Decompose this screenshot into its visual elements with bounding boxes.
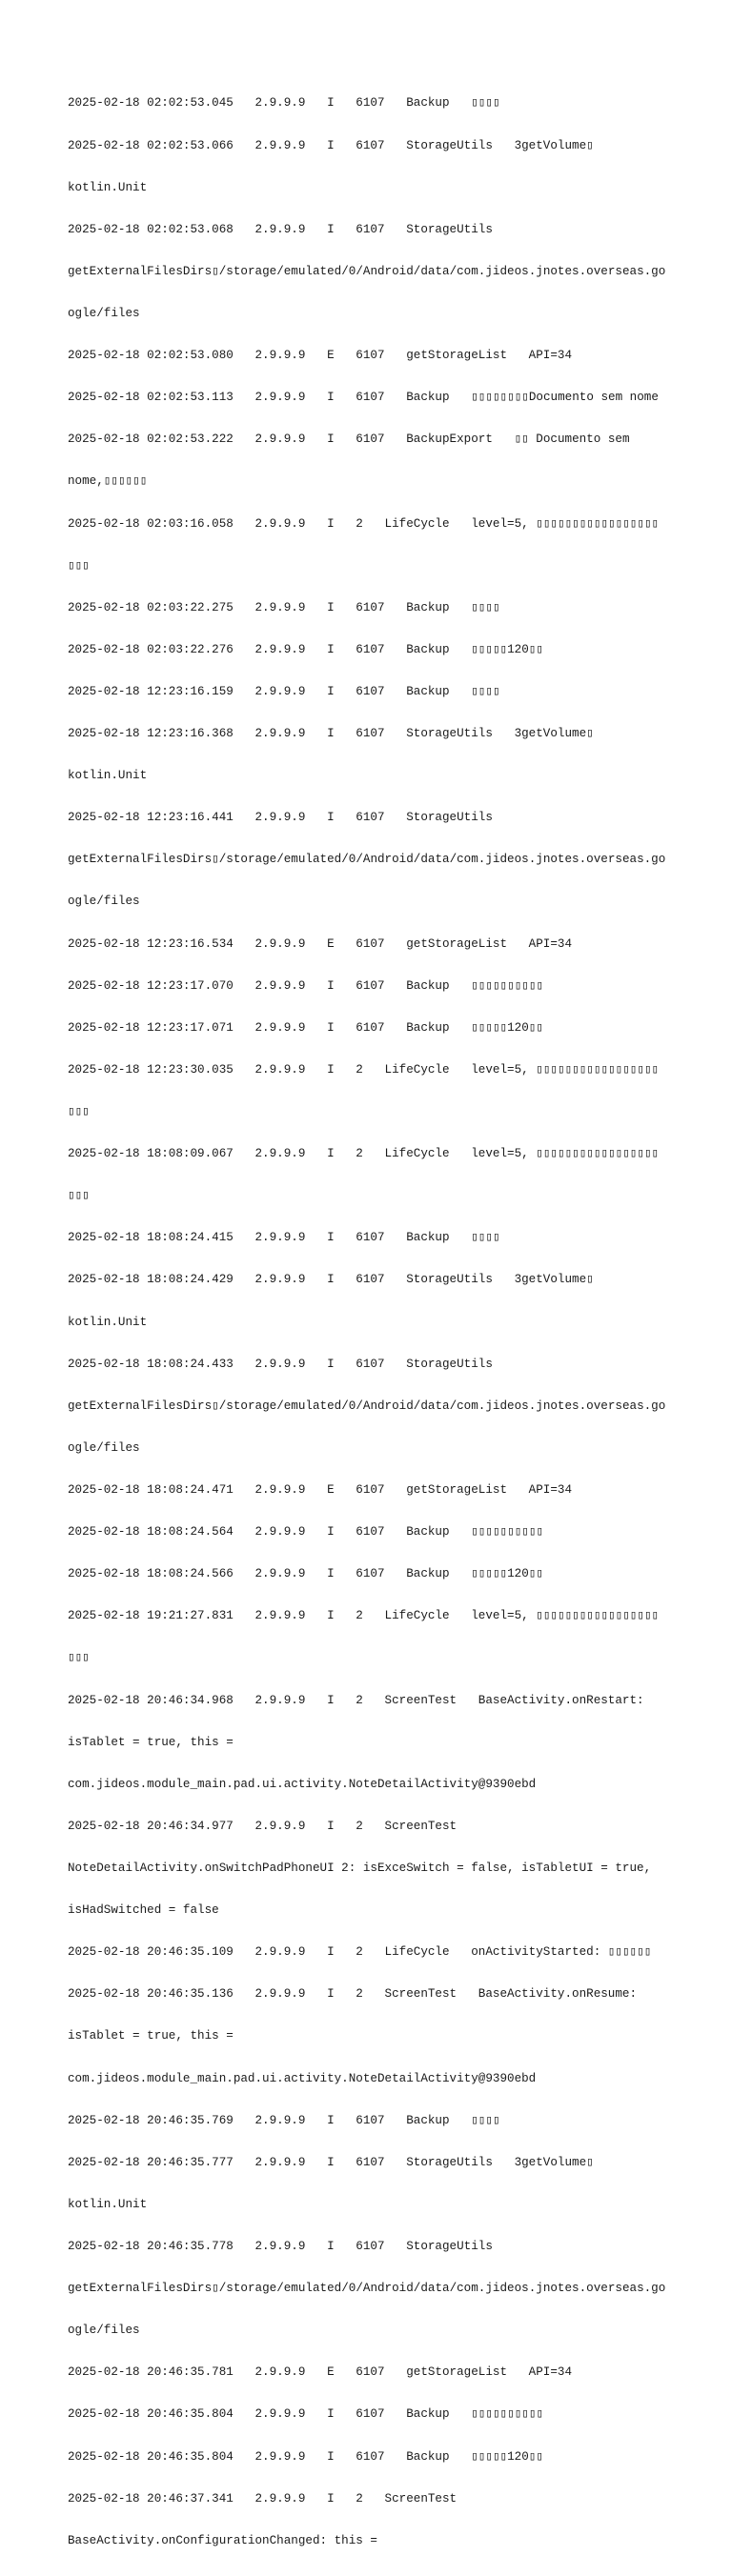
log-line: ▯▯▯ [68, 558, 90, 573]
log-line: getExternalFilesDirs▯/storage/emulated/0/Android/data/com.jideos.jnotes.overseas.go [68, 264, 666, 278]
log-line: 2025-02-18 02:02:53.045 2.9.9.9 I 6107 Backup ▯▯▯▯ [68, 96, 500, 111]
log-line: 2025-02-18 02:02:53.068 2.9.9.9 I 6107 StorageUtils [68, 222, 493, 236]
log-line: 2025-02-18 12:23:16.534 2.9.9.9 E 6107 getStorageList API=34 [68, 936, 573, 951]
log-line: 2025-02-18 20:46:37.341 2.9.9.9 I 2 ScreenTest [68, 2491, 458, 2506]
log-line: NoteDetailActivity.onSwitchPadPhoneUI 2: isExceSwitch = false, isTabletUI = true, [68, 1862, 652, 1875]
log-line: nome,▯▯▯▯▯▯ [68, 474, 148, 489]
log-line: 2025-02-18 18:08:24.433 2.9.9.9 I 6107 StorageUtils [68, 1357, 493, 1371]
log-line: getExternalFilesDirs▯/storage/emulated/0/Android/data/com.jideos.jnotes.overseas.go [68, 2282, 666, 2296]
log-line: 2025-02-18 02:03:22.275 2.9.9.9 I 6107 Backup ▯▯▯▯ [68, 600, 500, 614]
log-line: ▯▯▯ [68, 1651, 90, 1665]
log-line: 2025-02-18 02:03:22.276 2.9.9.9 I 6107 Backup ▯▯▯▯▯120▯▯ [68, 642, 543, 656]
log-line: getExternalFilesDirs▯/storage/emulated/0/Android/data/com.jideos.jnotes.overseas.go [68, 1399, 666, 1413]
log-line: ▯▯▯ [68, 1105, 90, 1119]
log-line: 2025-02-18 20:46:35.804 2.9.9.9 I 6107 Backup ▯▯▯▯▯120▯▯ [68, 2449, 543, 2464]
log-line: 2025-02-18 20:46:35.804 2.9.9.9 I 6107 Backup ▯▯▯▯▯▯▯▯▯▯ [68, 2407, 544, 2422]
log-line: 2025-02-18 02:02:53.066 2.9.9.9 I 6107 StorageUtils 3getVolume▯ [68, 138, 594, 152]
log-line: isTablet = true, this = [68, 2029, 234, 2043]
log-line: com.jideos.module_main.pad.ui.activity.NoteDetailActivity@9390ebd [68, 1777, 537, 1791]
log-line: 2025-02-18 20:46:35.136 2.9.9.9 I 2 ScreenTest BaseActivity.onResume: [68, 1987, 638, 2002]
log-line: 2025-02-18 02:02:53.113 2.9.9.9 I 6107 Backup ▯▯▯▯▯▯▯▯Documento sem nome [68, 391, 659, 405]
log-line: 2025-02-18 12:23:30.035 2.9.9.9 I 2 LifeCycle level=5, ▯▯▯▯▯▯▯▯▯▯▯▯▯▯▯▯▯ [68, 1062, 660, 1077]
log-line: BaseActivity.onConfigurationChanged: this = [68, 2533, 377, 2547]
log-line: kotlin.Unit [68, 1315, 148, 1329]
log-line: ogle/files [68, 1440, 140, 1455]
log-line: 2025-02-18 02:02:53.080 2.9.9.9 E 6107 getStorageList API=34 [68, 349, 573, 363]
log-line: 2025-02-18 18:08:24.564 2.9.9.9 I 6107 Backup ▯▯▯▯▯▯▯▯▯▯ [68, 1525, 544, 1540]
log-line: ogle/files [68, 895, 140, 909]
log-line: ogle/files [68, 306, 140, 320]
log-line: 2025-02-18 18:08:24.415 2.9.9.9 I 6107 Backup ▯▯▯▯ [68, 1231, 500, 1245]
log-line: ogle/files [68, 2324, 140, 2338]
log-line: 2025-02-18 20:46:34.968 2.9.9.9 I 2 ScreenTest BaseActivity.onRestart: [68, 1693, 644, 1707]
log-line: getExternalFilesDirs▯/storage/emulated/0/Android/data/com.jideos.jnotes.overseas.go [68, 853, 666, 867]
log-line: 2025-02-18 12:23:16.159 2.9.9.9 I 6107 Backup ▯▯▯▯ [68, 684, 500, 698]
log-line: 2025-02-18 18:08:24.566 2.9.9.9 I 6107 Backup ▯▯▯▯▯120▯▯ [68, 1567, 543, 1581]
log-line: isTablet = true, this = [68, 1735, 234, 1749]
log-line: 2025-02-18 18:08:09.067 2.9.9.9 I 2 LifeCycle level=5, ▯▯▯▯▯▯▯▯▯▯▯▯▯▯▯▯▯ [68, 1147, 660, 1161]
log-line: 2025-02-18 12:23:17.071 2.9.9.9 I 6107 Backup ▯▯▯▯▯120▯▯ [68, 1020, 543, 1035]
log-line: 2025-02-18 20:46:34.977 2.9.9.9 I 2 ScreenTest [68, 1819, 458, 1833]
log-line: 2025-02-18 20:46:35.109 2.9.9.9 I 2 LifeCycle onActivityStarted: ▯▯▯▯▯▯ [68, 1945, 652, 1960]
log-line: 2025-02-18 02:02:53.222 2.9.9.9 I 6107 BackupExport ▯▯ Documento sem [68, 433, 630, 447]
log-text-block [68, 69, 678, 2576]
log-line: 2025-02-18 12:23:16.441 2.9.9.9 I 6107 StorageUtils [68, 811, 493, 825]
log-line: 2025-02-18 18:08:24.471 2.9.9.9 E 6107 getStorageList API=34 [68, 1483, 573, 1498]
log-line: kotlin.Unit [68, 180, 148, 194]
log-line: 2025-02-18 20:46:35.778 2.9.9.9 I 6107 StorageUtils [68, 2239, 493, 2253]
log-line: com.jideos.module_main.pad.ui.activity.NoteDetailActivity@9390ebd [68, 2071, 537, 2085]
log-line: 2025-02-18 20:46:35.777 2.9.9.9 I 6107 StorageUtils 3getVolume▯ [68, 2155, 594, 2169]
log-line: kotlin.Unit [68, 769, 148, 783]
log-line: isHadSwitched = false [68, 1903, 219, 1918]
log-line: 2025-02-18 20:46:35.769 2.9.9.9 I 6107 Backup ▯▯▯▯ [68, 2113, 500, 2127]
log-line: kotlin.Unit [68, 2197, 148, 2211]
log-line: 2025-02-18 20:46:35.781 2.9.9.9 E 6107 getStorageList API=34 [68, 2365, 573, 2380]
log-line: 2025-02-18 12:23:16.368 2.9.9.9 I 6107 StorageUtils 3getVolume▯ [68, 727, 594, 741]
log-line: 2025-02-18 02:03:16.058 2.9.9.9 I 2 LifeCycle level=5, ▯▯▯▯▯▯▯▯▯▯▯▯▯▯▯▯▯ [68, 516, 660, 531]
log-line: 2025-02-18 19:21:27.831 2.9.9.9 I 2 LifeCycle level=5, ▯▯▯▯▯▯▯▯▯▯▯▯▯▯▯▯▯ [68, 1609, 660, 1623]
log-line: 2025-02-18 12:23:17.070 2.9.9.9 I 6107 Backup ▯▯▯▯▯▯▯▯▯▯ [68, 978, 544, 993]
log-line: 2025-02-18 18:08:24.429 2.9.9.9 I 6107 StorageUtils 3getVolume▯ [68, 1273, 594, 1287]
log-line: ▯▯▯ [68, 1189, 90, 1203]
